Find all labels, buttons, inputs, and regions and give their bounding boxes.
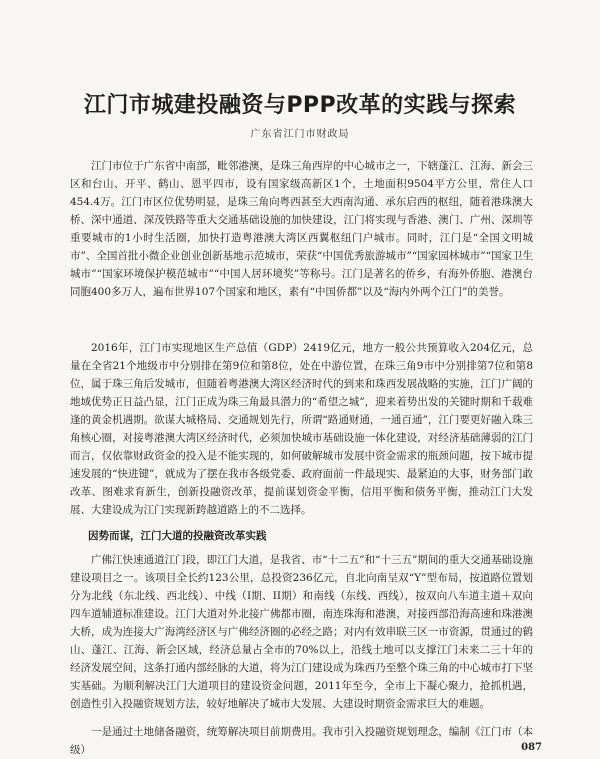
paragraph: 2016年，江门市实现地区生产总值（GDP）2419亿元，地方一般公共预算收入204亿元，总量在全省21个地级市中分别排在第9位和第8位，处在中游位置，在珠三角9市中分别排第7位和第8位，属于珠三角后发城市，但随着粤港澳大湾区经济时代的到来和珠西发展战略的实施，江门广阔的地域优势正日益凸显，江门正成为珠三角最具潜力的“希望之城”，迎来着势出发的关键时期和千载难逢的黄金机遇期。欲谋大城格局、交通规划先行，所谓“路通财通，一通百通”，江门要更好融入珠三角核心圈，对接粤港澳大湾区经济时代，必须加快城市基础设施一体化建设，对经济基础薄弱的江门而言，仅依靠财政资金的投入是不能实现的，如何破解城市发展中资金需求的瓶颈问题，按下城市提速发展的“快进键”，就成为了摆在我市各级党委、政府面前一件最现实、最紧迫的大事，财务部门敢改革、图难求育新生，创新投融资改革，提前谋划资金平衡，信用平衡和债务平衡，推动江门大发展、大建设成为江门实现新跨越道路上的不二选择。 [70,342,533,516]
section-heading: 因势而谋，江门大道的投融资改革实践 [88,530,267,542]
page-number: 087 [521,742,542,753]
paragraph: 广佛江快速通道江门段，即江门大道，是我省、市“十二五”和“十三五”期间的重大交通基础设施建设项目之一。该项目全长约123公里，总投资236亿元，自北向南呈双“Y”型布局，按道路位置划分为北线（东北线、西北线）、中线（I期、II期）和南线（东线、西线），按双向八车道主道＋双向四车道辅道标准建设。江门大道对外北接广佛都市圈，南连珠海和港澳，对接西部沿海高速和珠港澳大桥，成为连接大广海湾经济区与广佛经济圈的必经之路；对内有效串联三区一市资源，贯通过的鹤山、蓬江、江海、新会区域，经济总量占全市的70%以上，沿线土地可以支撑江门未来二三十年的经济发展空间，这条打通内部经脉的大道，将为江门建设成为珠西乃至整个珠三角的中心城市打下坚实基础。为顺利解决江门大道项目的建设资金问题，2011年至今，全市上下凝心聚力，抢抓机遇，创造性引入投融资规划方法，较好地解决了城市大发展、大建设时期资金需求巨大的难题。 [70,554,533,710]
paragraph: 江门市位于广东省中南部，毗邻港澳，是珠三角西岸的中心城市之一，下辖蓬江、江海、新会三区和台山、开平、鹤山、恩平四市，设有国家级高新区1个，土地面积9504平方公里，常住人口454.4万。江门市区位优势明显，是珠三角向粤西甚至大西南沟通、承东启西的枢纽，随着港珠澳大桥、深中通道、深茂铁路等重大交通基础设施的加快建设，江门将实现与香港、澳门、广州、深圳等重要城市的1小时生活圈，加快打造粤港澳大湾区西翼枢纽门户城市。同时，江门是“全国文明城市”、全国首批小微企业创业创新基地示范城市，荣获“中国优秀旅游城市”“国家园林城市”“国家卫生城市”“国家环境保护模范城市”“中国人居环境奖”等称号。江门是著名的侨乡，有海外侨胞、港澳台同胞400多万人，遍布世界107个国家和地区，素有“中国侨都”以及“海内外两个江门”的美誉。 [70,160,533,298]
article-title: 江门市城建投融资与PPP改革的实践与探索 [83,93,517,118]
article-author: 广东省江门市财政局 [250,129,350,140]
paragraph: 一是通过土地储备融资，统筹解决项目前期费用。我市引入投融资规划理念，编制《江门市（本级） [70,726,533,756]
